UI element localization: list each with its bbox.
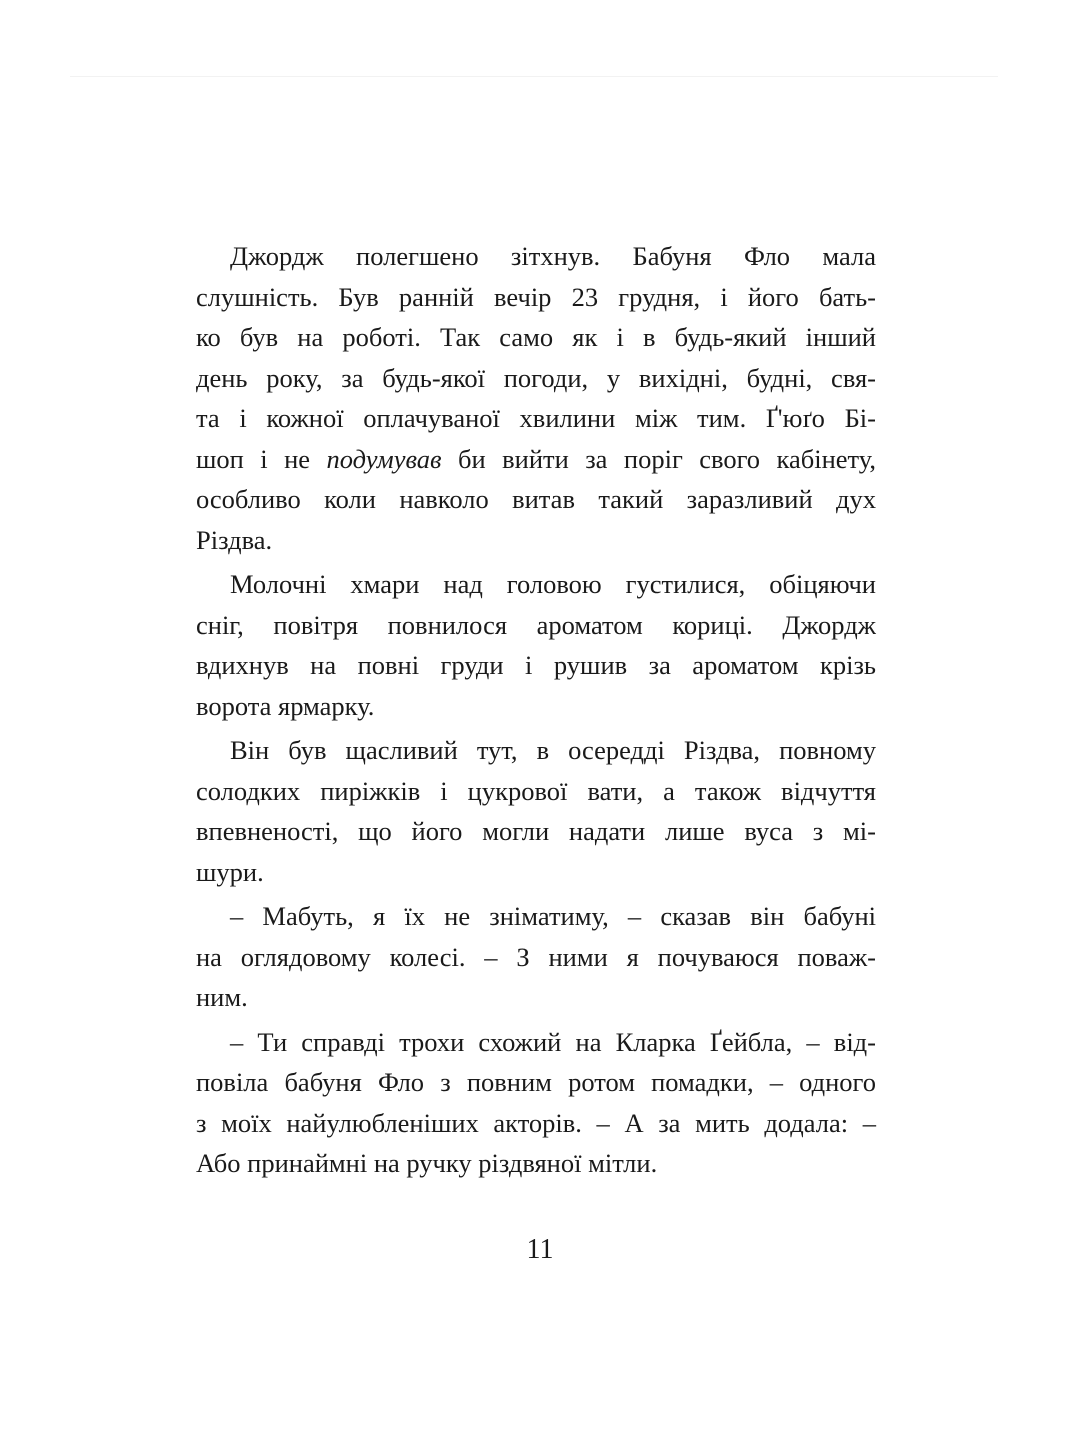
text-line: – Ти справді трохи схожий на Кларка Ґейбла, – від- bbox=[230, 1026, 876, 1057]
text-line: Він був щасливий тут, в осередді Різдва, повному bbox=[230, 735, 876, 765]
text-line: з моїх найулюбленіших акторів. – А за мить додала: – bbox=[196, 1107, 876, 1138]
text-line: шури. bbox=[196, 856, 264, 887]
text-line: та і кожної оплачуваної хвилини між тим. Ґ'юґо Бі- bbox=[196, 403, 876, 433]
text-line: солодких пиріжків і цукрової вати, а також відчуття bbox=[196, 775, 876, 806]
text-line bbox=[196, 439, 876, 480]
text-line: сніг, повітря повнилося ароматом кориці. Джордж bbox=[196, 609, 876, 640]
paragraph bbox=[196, 1022, 876, 1184]
text-line: Різдва. bbox=[196, 524, 273, 555]
paragraph bbox=[196, 896, 876, 1018]
text-segment: шоп і не bbox=[196, 443, 327, 474]
text-line: день року, за будь-якої погоди, у вихідні, будні, свя- bbox=[196, 362, 876, 393]
text-line: особливо коли навколо витав такий заразливий дух bbox=[196, 484, 876, 514]
top-rule bbox=[70, 76, 998, 77]
paragraph bbox=[196, 730, 876, 892]
text-line: Або принаймні на ручку різдвяної мітли. bbox=[196, 1148, 658, 1178]
text-line: ним. bbox=[196, 982, 248, 1012]
text-line: – Мабуть, я їх не зніматиму, – сказав він бабуні bbox=[230, 901, 876, 931]
text-line: ко був на роботі. Так само як і в будь-який інший bbox=[196, 322, 876, 352]
text-line: повіла бабуня Фло з повним ротом помадки, – одного bbox=[196, 1067, 876, 1097]
text-line: Молочні хмари над головою густилися, обіцяючи bbox=[230, 569, 876, 599]
text-segment: би вийти за поріг свого кабінету, bbox=[441, 443, 876, 474]
paragraph bbox=[196, 236, 876, 560]
text-line: слушність. Був ранній вечір 23 грудня, і його бать- bbox=[196, 281, 876, 312]
text-line: ворота ярмарку. bbox=[196, 690, 375, 721]
text-line: Джордж полегшено зітхнув. Бабуня Фло мала bbox=[230, 241, 876, 271]
text-line: вдихнув на повні груди і рушив за ароматом крізь bbox=[196, 650, 876, 680]
text-line: впевненості, що його могли надати лише вуса з мі- bbox=[196, 816, 876, 846]
body-text bbox=[196, 236, 876, 1184]
page-number: 11 bbox=[526, 1234, 554, 1265]
paragraph bbox=[196, 564, 876, 726]
text-line: на оглядовому колесі. – З ними я почуваюся поваж- bbox=[196, 941, 876, 972]
italic-word: подумував bbox=[326, 443, 442, 474]
